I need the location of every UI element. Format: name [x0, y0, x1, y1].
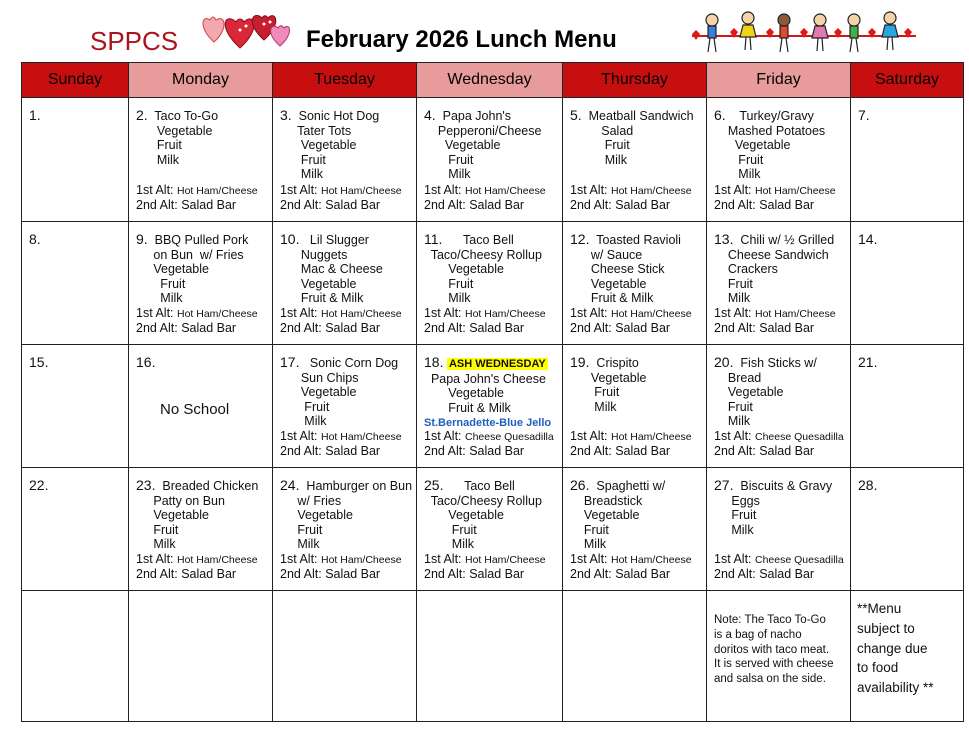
day-alternates: 1st Alt: Hot Ham/Cheese 2nd Alt: Salad Bar — [280, 182, 402, 213]
weekday-header-friday: Friday — [707, 63, 851, 98]
day-cell-22 — [22, 468, 129, 591]
day-cell-8 — [22, 222, 129, 345]
day-cell-27 — [707, 468, 851, 591]
day-menu: 26. Spaghetti w/ Breadstick Vegetable Fruit Milk — [570, 477, 666, 552]
day-alternates: 1st Alt: Cheese Quesadilla 2nd Alt: Salad Bar — [424, 428, 554, 459]
day-number: 28. — [858, 477, 878, 493]
day-alternates: 1st Alt: Hot Ham/Cheese 2nd Alt: Salad Bar — [280, 428, 402, 459]
day-menu: 23. Breaded Chicken Patty on Bun Vegetable Fruit Milk — [136, 477, 259, 552]
day-menu: 13. Chili w/ ½ Grilled Cheese Sandwich Crackers Fruit Milk — [714, 231, 835, 306]
week-row-4 — [22, 468, 964, 591]
day-cell-18 — [417, 345, 563, 468]
weekday-header-row — [22, 63, 964, 98]
day-cell-28 — [851, 468, 964, 591]
special-note: St.Bernadette-Blue Jello — [424, 417, 552, 430]
empty-cell — [417, 591, 563, 722]
day-menu: 9. BBQ Pulled Pork on Bun w/ Fries Vegetable Fruit Milk — [136, 231, 249, 306]
school-brand: SPPCS — [90, 26, 179, 56]
weekday-header-tuesday: Tuesday — [273, 63, 417, 98]
day-alternates: 1st Alt: Hot Ham/Cheese 2nd Alt: Salad Bar — [424, 305, 546, 336]
day-cell-24 — [273, 468, 417, 591]
hearts-icon — [200, 10, 296, 52]
day-menu: 19. Crispito Vegetable Fruit Milk — [570, 354, 647, 414]
day-cell-21 — [851, 345, 964, 468]
day-number: 14. — [858, 231, 878, 247]
page-title: February 2026 Lunch Menu — [306, 26, 617, 53]
day-number: 7. — [858, 107, 870, 123]
weekday-header-saturday: Saturday — [851, 63, 964, 98]
day-cell-25 — [417, 468, 563, 591]
day-alternates: 1st Alt: Hot Ham/Cheese 2nd Alt: Salad Bar — [714, 305, 836, 336]
day-menu: 2. Taco To-Go Vegetable Fruit Milk — [136, 107, 219, 167]
day-alternates: 1st Alt: Hot Ham/Cheese 2nd Alt: Salad Bar — [136, 182, 258, 213]
weekday-header-thursday: Thursday — [563, 63, 707, 98]
day-menu: 5. Meatball Sandwich Salad Fruit Milk — [570, 107, 694, 167]
day-alternates: 1st Alt: Hot Ham/Cheese 2nd Alt: Salad Bar — [136, 551, 258, 582]
empty-cell — [129, 591, 273, 722]
menu-disclaimer: **Menu subject to change due to food availability ** — [857, 601, 934, 696]
day-menu: 17. Sonic Corn Dog Sun Chips Vegetable Fruit Milk — [280, 354, 399, 429]
day-alternates: 1st Alt: Cheese Quesadilla 2nd Alt: Salad Bar — [714, 428, 844, 459]
no-school-label: No School — [160, 401, 230, 418]
day-menu: 25. Taco Bell Taco/Cheesy Rollup Vegetable Fruit Milk — [424, 477, 542, 552]
day-cell-16 — [129, 345, 273, 468]
day-cell-10 — [273, 222, 417, 345]
day-alternates: 1st Alt: Hot Ham/Cheese 2nd Alt: Salad Bar — [714, 182, 836, 213]
taco-note-cell — [707, 591, 851, 722]
day-menu: 10. Lil Slugger Nuggets Mac & Cheese Vegetable Fruit & Milk — [280, 231, 383, 306]
day-menu: 4. Papa John's Pepperoni/Cheese Vegetable Fruit Milk — [424, 107, 542, 182]
day-cell-3 — [273, 98, 417, 222]
day-cell-19 — [563, 345, 707, 468]
week-row-1 — [22, 98, 964, 222]
day-number: 8. — [29, 231, 41, 247]
children-holding-hands-icon — [688, 8, 920, 58]
weekday-header-wednesday: Wednesday — [417, 63, 563, 98]
day-cell-9 — [129, 222, 273, 345]
day-cell-17 — [273, 345, 417, 468]
day-number: 15. — [29, 354, 49, 370]
day-menu: 20. Fish Sticks w/ Bread Vegetable Fruit Milk — [714, 354, 817, 429]
week-row-5 — [22, 591, 964, 722]
day-cell-1 — [22, 98, 129, 222]
ash-wednesday-badge: ASH WEDNESDAY — [448, 358, 546, 370]
day-cell-6 — [707, 98, 851, 222]
day-alternates: 1st Alt: Hot Ham/Cheese 2nd Alt: Salad Bar — [570, 305, 692, 336]
week-row-3 — [22, 345, 964, 468]
day-cell-20 — [707, 345, 851, 468]
day-menu: 12. Toasted Ravioli w/ Sauce Cheese Stick Vegetable Fruit & Milk — [570, 231, 681, 306]
day-alternates: 1st Alt: Hot Ham/Cheese 2nd Alt: Salad Bar — [570, 551, 692, 582]
calendar-grid — [21, 62, 964, 722]
day-cell-15 — [22, 345, 129, 468]
day-cell-4 — [417, 98, 563, 222]
day-menu: 27. Biscuits & Gravy Eggs Fruit Milk — [714, 477, 833, 537]
day-number: 1. — [29, 107, 41, 123]
empty-cell — [273, 591, 417, 722]
weekday-header-monday: Monday — [129, 63, 273, 98]
day-number: 16. — [136, 354, 156, 370]
day-menu: 6. Turkey/Gravy Mashed Potatoes Vegetable Fruit Milk — [714, 107, 826, 182]
day-number: 22. — [29, 477, 49, 493]
day-alternates: 1st Alt: Hot Ham/Cheese 2nd Alt: Salad Bar — [424, 182, 546, 213]
taco-to-go-note: Note: The Taco To-Go is a bag of nacho doritos with taco meat. It is served with cheese and salsa on the side. — [714, 614, 834, 686]
day-alternates: 1st Alt: Cheese Quesadilla 2nd Alt: Salad Bar — [714, 551, 844, 582]
day-number: 21. — [858, 354, 878, 370]
day-cell-23 — [129, 468, 273, 591]
disclaimer-cell — [851, 591, 964, 722]
day-alternates: 1st Alt: Hot Ham/Cheese 2nd Alt: Salad Bar — [424, 551, 546, 582]
day-cell-13 — [707, 222, 851, 345]
empty-cell — [563, 591, 707, 722]
weekday-header-sunday: Sunday — [22, 63, 129, 98]
day-cell-5 — [563, 98, 707, 222]
day-cell-2 — [129, 98, 273, 222]
day-alternates: 1st Alt: Hot Ham/Cheese 2nd Alt: Salad Bar — [570, 182, 692, 213]
week-row-2 — [22, 222, 964, 345]
day-cell-7 — [851, 98, 964, 222]
empty-cell — [22, 591, 129, 722]
day-cell-26 — [563, 468, 707, 591]
day-menu: 11. Taco Bell Taco/Cheesy Rollup Vegetable Fruit Milk — [424, 231, 542, 306]
day-cell-14 — [851, 222, 964, 345]
day-menu: 24. Hamburger on Bun w/ Fries Vegetable Fruit Milk — [280, 477, 413, 552]
day-menu: 3. Sonic Hot Dog Tater Tots Vegetable Fruit Milk — [280, 107, 380, 182]
day-alternates: 1st Alt: Hot Ham/Cheese 2nd Alt: Salad Bar — [136, 305, 258, 336]
day-alternates: 1st Alt: Hot Ham/Cheese 2nd Alt: Salad Bar — [280, 551, 402, 582]
day-cell-12 — [563, 222, 707, 345]
day-menu: 18. ASH WEDNESDAY Papa John's Cheese Vegetable Fruit & Milk St.Bernadette-Blue Jello — [424, 354, 552, 430]
day-cell-11 — [417, 222, 563, 345]
day-alternates: 1st Alt: Hot Ham/Cheese 2nd Alt: Salad Bar — [570, 428, 692, 459]
day-alternates: 1st Alt: Hot Ham/Cheese 2nd Alt: Salad Bar — [280, 305, 402, 336]
